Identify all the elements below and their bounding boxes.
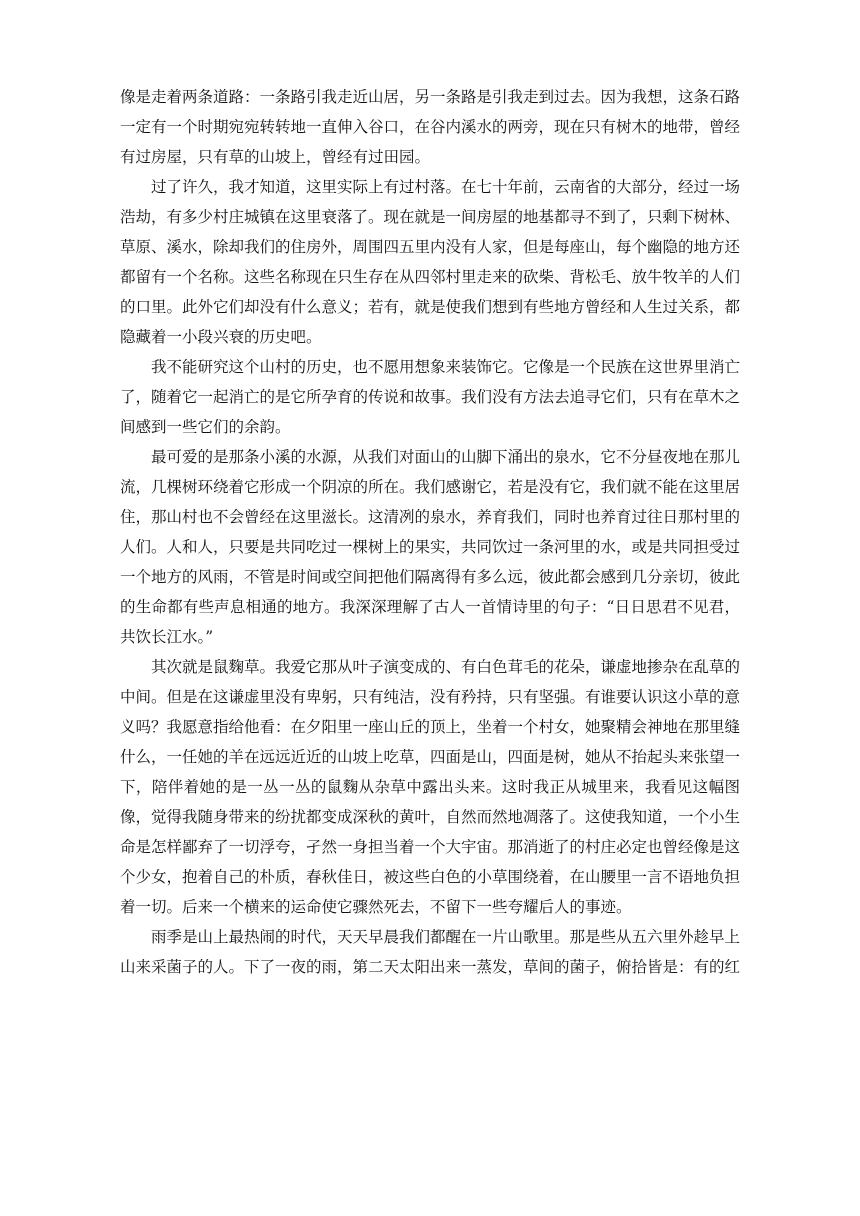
paragraph-1: 像是走着两条道路：一条路引我走近山居，另一条路是引我走到过去。因为我想，这条石路一定有一个时期宛宛转转地一直伸入谷口，在谷内溪水的两旁，现在只有树木的地带，曾经有过房屋，只有草的山坡上，曾经有过田园。: [120, 88, 741, 166]
paragraph-2: 过了许久，我才知道，这里实际上有过村落。在七十年前，云南省的大部分，经过一场浩劫，有多少村庄城镇在这里衰落了。现在就是一间房屋的地基都寻不到了，只剩下树林、草原、溪水，除却我们的住房外，周围四五里内没有人家，但是每座山，每个幽隐的地方还都留有一个名称。这些名称现在只生存在从四邻村里走来的砍柴、背松毛、放牛牧羊的人们的口里。此外它们却没有什么意义；若有，就是使我们想到有些地方曾经和人生过关系，都隐藏着一小段兴衰的历史吧。: [120, 178, 741, 346]
document-body: [120, 82, 740, 982]
paragraph-3: 我不能研究这个山村的历史，也不愿用想象来装饰它。它像是一个民族在这世界里消亡了，随着它一起消亡的是它所孕育的传说和故事。我们没有方法去追寻它们，只有在草木之间感到一些它们的余韵。: [120, 358, 741, 436]
paragraph-4: 最可爱的是那条小溪的水源，从我们对面山的山脚下涌出的泉水，它不分昼夜地在那儿流，几棵树环绕着它形成一个阴凉的所在。我们感谢它，若是没有它，我们就不能在这里居住，那山村也不会曾经在这里滋长。这清冽的泉水，养育我们，同时也养育过往日那村里的人们。人和人，只要是共同吃过一棵树上的果实，共同饮过一条河里的水，或是共同担受过一个地方的风雨，不管是时间或空间把他们隔离得有多么远，彼此都会感到几分亲切，彼此的生命都有些声息相通的地方。我深深理解了古人一首情诗里的句子：“日日思君不见君，共饮长江水。”: [120, 448, 741, 646]
paragraph-6: 雨季是山上最热闹的时代，天天早晨我们都醒在一片山歌里。那是些从五六里外趁早上山来采菌子的人。下了一夜的雨，第二天太阳出来一蒸发，草间的菌子，俯拾皆是：有的红: [120, 928, 741, 976]
paragraph-5: 其次就是鼠麴草。我爱它那从叶子演变成的、有白色茸毛的花朵，谦虚地掺杂在乱草的中间。但是在这谦虚里没有卑躬，只有纯洁，没有矜持，只有坚强。有谁要认识这小草的意义吗？我愿意指给他看：在夕阳里一座山丘的顶上，坐着一个村女，她聚精会神地在那里缝什么，一任她的羊在远远近近的山坡上吃草，四面是山，四面是树，她从不抬起头来张望一下，陪伴着她的是一丛一丛的鼠麴从杂草中露出头来。这时我正从城里来，我看见这幅图像，觉得我随身带来的纷扰都变成深秋的黄叶，自然而然地凋落了。这使我知道，一个小生命是怎样鄙弃了一切浮夸，孑然一身担当着一个大宇宙。那消逝了的村庄必定也曾经像是这个少女，抱着自己的朴质，春秋佳日，被这些白色的小草围绕着，在山腰里一言不语地负担着一切。后来一个横来的运命使它骤然死去，不留下一些夸耀后人的事迹。: [120, 658, 741, 916]
